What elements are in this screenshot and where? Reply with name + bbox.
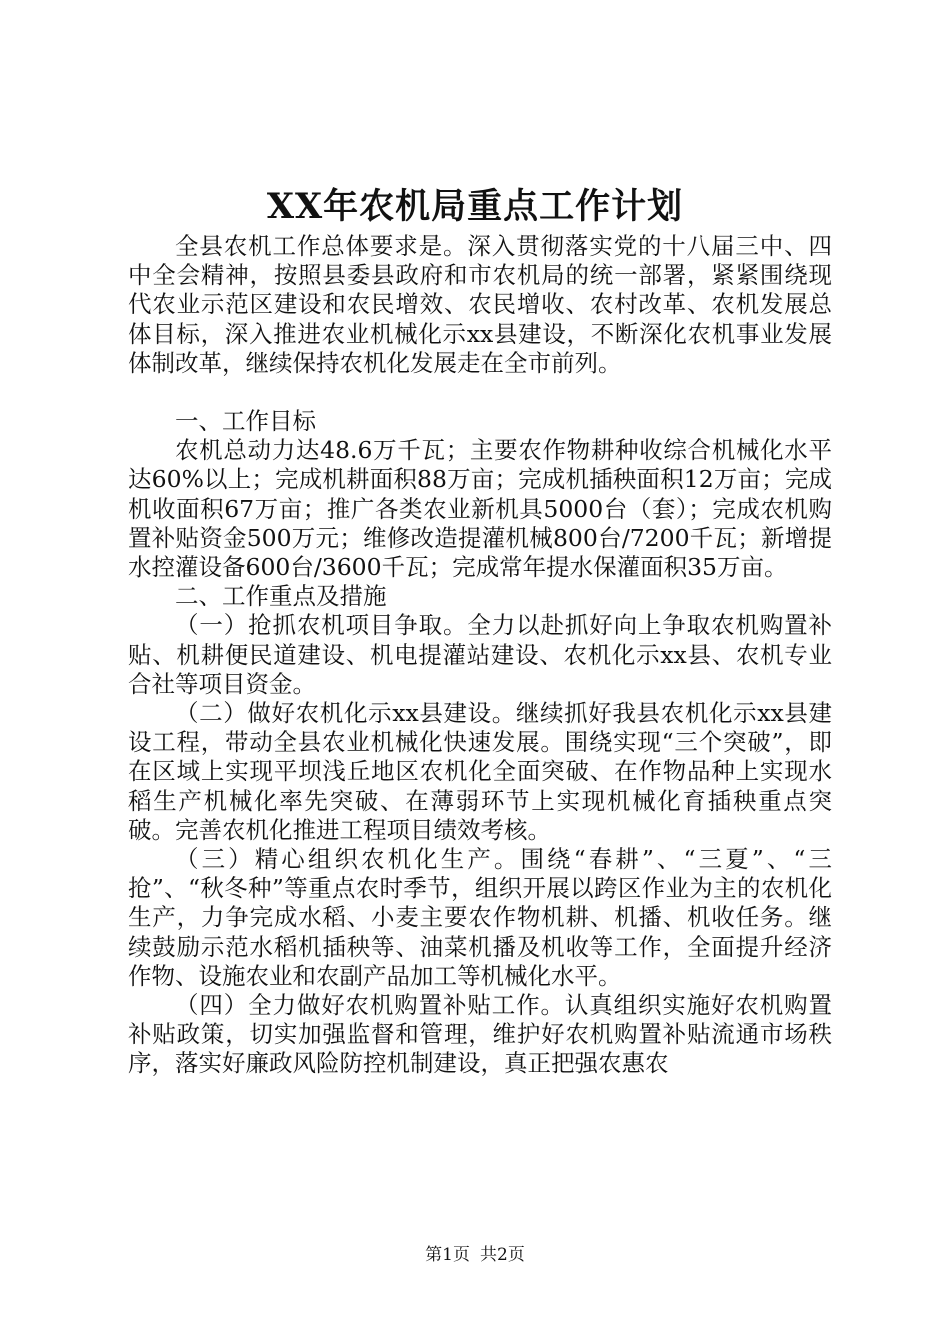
measure-paragraph-3: （三）精心组织农机化生产。围绕“春耕”、“三夏”、“三抢”、“秋冬种”等重点农时季节，组织开展以跨区作业为主的农机化生产，力争完成水稻、小麦主要农作物机耕、机播、机收任务。继续鼓励示范水稻机插秧等、油菜机播及机收等工作，全面提升经济作物、设施农业和农副产品加工等机械化水平。 (128, 845, 832, 990)
measure-paragraph-2: （二）做好农机化示xx县建设。继续抓好我县农机化示xx县建设工程，带动全县农业机械化快速发展。围绕实现“三个突破”，即在区域上实现平坝浅丘地区农机化全面突破、在作物品种上实现水稻生产机械化率先突破、在薄弱环节上实现机械化育插秧重点突破。完善农机化推进工程项目绩效考核。 (128, 699, 832, 844)
page-total: 共2页 (480, 1245, 525, 1265)
document-title: XX年农机局重点工作计划 (266, 186, 684, 227)
section-heading-measures: 二、工作重点及措施 (175, 582, 387, 611)
page-number: 第1页 (425, 1245, 470, 1265)
document-body (128, 232, 832, 1079)
intro-paragraph: 全县农机工作总体要求是。深入贯彻落实党的十八届三中、四中全会精神，按照县委县政府和市农机局的统一部署，紧紧围绕现代农业示范区建设和农民增效、农民增收、农村改革、农机发展总体目标，深入推进农业机械化示xx县建设，不断深化农机事业发展体制改革，继续保持农机化发展走在全市前列。 (128, 232, 832, 377)
section-heading-goals: 一、工作目标 (175, 407, 316, 436)
goals-paragraph: 农机总动力达48.6万千瓦；主要农作物耕种收综合机械化水平达60%以上；完成机耕面积88万亩；完成机插秧面积12万亩；完成机收面积67万亩；推广各类农业新机具5000台（套）；完成农机购置补贴资金500万元；维修改造提灌机械800台/7200千瓦；新增提水控灌设备600台/3600千瓦；完成常年提水保灌面积35万亩。 (128, 436, 832, 582)
measure-paragraph-4: （四）全力做好农机购置补贴工作。认真组织实施好农机购置补贴政策，切实加强监督和管理，维护好农机购置补贴流通市场秩序，落实好廉政风险防控机制建设，真正把强农惠农 (128, 991, 832, 1078)
measure-paragraph-1: （一）抢抓农机项目争取。全力以赴抓好向上争取农机购置补贴、机耕便民道建设、机电提灌站建设、农机化示xx县、农机专业合社等项目资金。 (128, 611, 832, 698)
page-footer (0, 1243, 950, 1267)
